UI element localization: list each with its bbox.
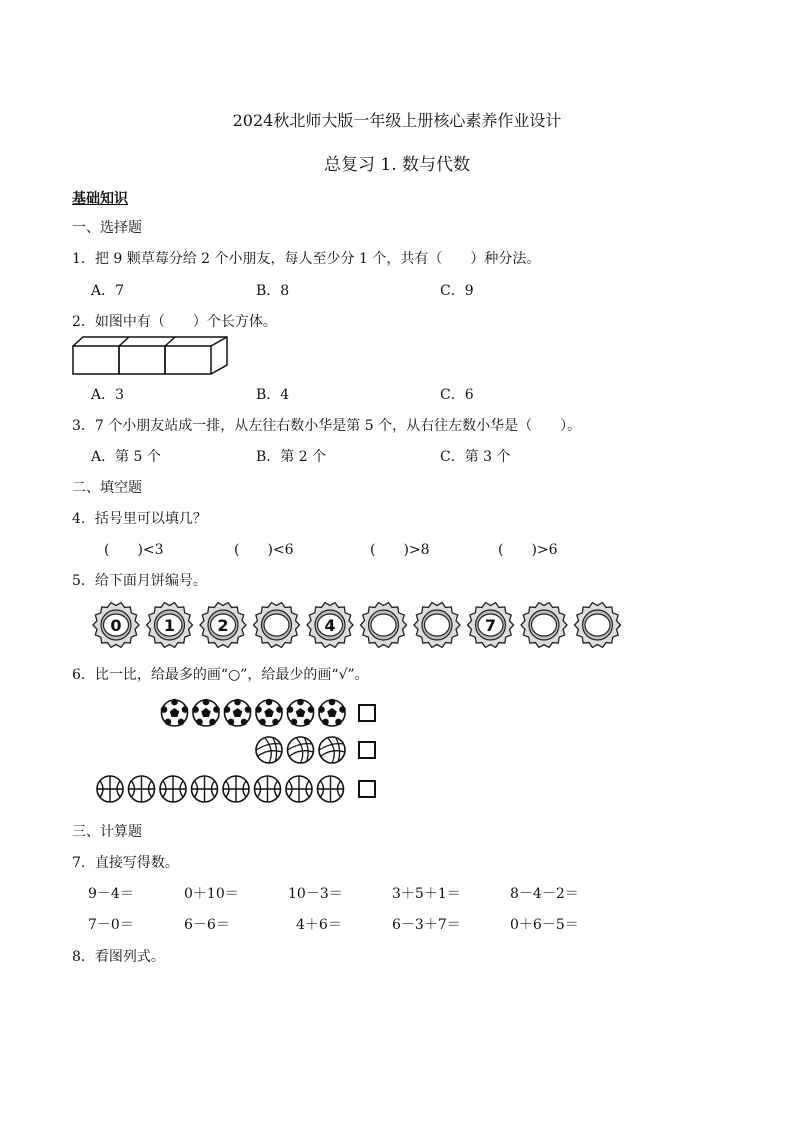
mooncake-number: 4 [324, 616, 336, 635]
soccer-ball-icon [318, 699, 346, 726]
q4-item-3: ( )>8 [370, 542, 430, 558]
document-title: 2024秋北师大版一年级上册核心素养作业设计 [232, 111, 562, 130]
basketball-icon [129, 776, 155, 802]
calc-r1-5: 8－4－2＝ [510, 886, 579, 902]
answer-box-volleyball[interactable] [358, 741, 376, 759]
mooncake-icon [307, 603, 353, 648]
question-6: 6．比一比，给最多的画“○”，给最少的画“√”。 [72, 667, 369, 683]
soccer-ball-icon [287, 699, 315, 726]
question-4: 4．括号里可以填几？ [72, 511, 207, 527]
answer-box-soccer[interactable] [358, 704, 376, 722]
q4-item-4: ( )>6 [498, 542, 558, 558]
q3-option-a: A．第 5 个 [91, 449, 161, 465]
ball-rows [95, 695, 395, 810]
calc-r2-5: 0＋6－5＝ [510, 917, 579, 933]
calc-r2-2: 6－6＝ [184, 917, 230, 933]
question-5: 5．给下面月饼编号。 [72, 573, 207, 589]
mooncake-icon [361, 603, 407, 648]
mooncake-icon [200, 603, 246, 648]
soccer-ball-icon [161, 699, 189, 726]
question-2: 2．如图中有（ ）个长方体。 [72, 314, 277, 330]
q1-option-c: C．9 [440, 283, 474, 299]
question-7: 7．直接写得数。 [72, 855, 179, 871]
basketball-icon [223, 776, 249, 802]
calc-r1-2: 0＋10＝ [184, 886, 239, 902]
q2-option-c: C．6 [440, 387, 474, 403]
calc-r2-3: 4＋6＝ [296, 917, 342, 933]
q2-option-a: A．3 [91, 387, 125, 403]
calc-r1-3: 10－3＝ [288, 886, 343, 902]
volleyball-icon [288, 737, 314, 763]
mooncake-number: 2 [217, 616, 229, 635]
mooncake-icon [414, 603, 460, 648]
calc-r1-4: 3＋5＋1＝ [392, 886, 461, 902]
question-1: 1．把 9 颗草莓分给 2 个小朋友，每人至少分 1 个，共有（ ）种分法。 [72, 251, 541, 267]
q1-option-a: A．7 [91, 283, 125, 299]
calc-r2-1: 7－0＝ [88, 917, 134, 933]
mooncake-icon [254, 603, 300, 648]
volleyball-icon [256, 737, 282, 763]
soccer-ball-icon [224, 699, 252, 726]
question-8: 8．看图列式。 [72, 949, 165, 965]
basketball-icon [192, 776, 218, 802]
q2-option-b: B．4 [256, 387, 290, 403]
soccer-ball-icon [255, 699, 283, 726]
soccer-ball-icon [192, 699, 220, 726]
mooncake-icon [468, 603, 514, 648]
mooncake-number: 7 [484, 616, 497, 635]
section-calc-heading: 三、计算题 [72, 824, 142, 840]
basketball-icon [255, 776, 281, 802]
q3-option-c: C．第 3 个 [440, 449, 511, 465]
volleyball-icon [319, 737, 345, 763]
q1-option-b: B．8 [256, 283, 290, 299]
section-fill-heading: 二、填空题 [72, 480, 142, 496]
mooncake-icon [147, 603, 193, 648]
section-choice-heading: 一、选择题 [72, 220, 142, 236]
basketball-icon [97, 776, 123, 802]
mooncake-row [90, 600, 630, 650]
q4-item-2: ( )<6 [234, 542, 294, 558]
document-subtitle: 总复习 1. 数与代数 [323, 155, 471, 175]
mooncake-number: 1 [163, 616, 176, 635]
q4-item-1: ( )<3 [104, 542, 164, 558]
answer-box-basketball[interactable] [358, 780, 376, 798]
mooncake-number: 0 [110, 616, 122, 635]
mooncake-icon [93, 603, 139, 648]
calc-r1-1: 9－4＝ [88, 886, 134, 902]
mooncake-icon [521, 603, 567, 648]
question-3: 3．7 个小朋友站成一排，从左往右数小华是第 5 个，从右往左数小华是（ ）。 [72, 418, 582, 434]
calc-r2-4: 6－3＋7＝ [392, 917, 461, 933]
cuboid-figure [72, 336, 232, 376]
basketball-icon [318, 776, 344, 802]
basketball-icon [160, 776, 186, 802]
basics-label: 基础知识 [72, 191, 128, 207]
basketball-icon [286, 776, 312, 802]
q3-option-b: B．第 2 个 [256, 449, 327, 465]
mooncake-icon [575, 603, 621, 648]
